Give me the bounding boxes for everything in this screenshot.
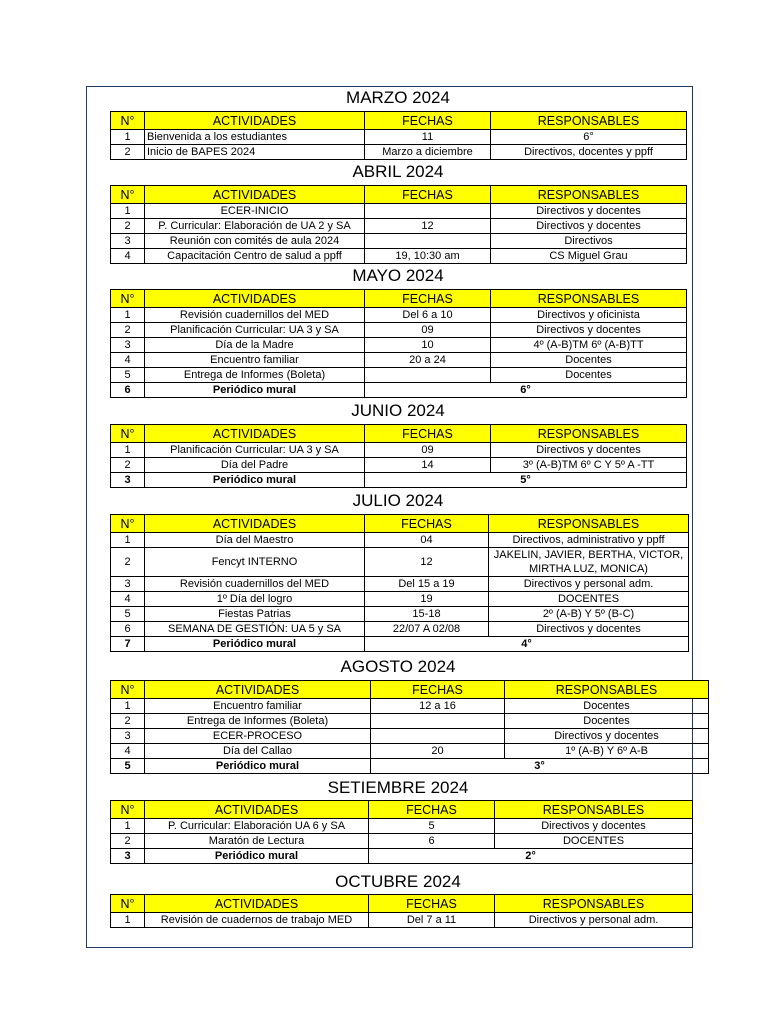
table-row bbox=[111, 234, 687, 249]
date-cell: 15-18 bbox=[365, 607, 489, 622]
activity-cell: Periódico mural bbox=[145, 383, 365, 398]
activity-cell: Entrega de Informes (Boleta) bbox=[145, 714, 371, 729]
table-row bbox=[111, 577, 689, 592]
responsible-cell: DOCENTES bbox=[495, 834, 693, 849]
activity-cell: 1º Día del logro bbox=[145, 592, 365, 607]
row-number: 1 bbox=[111, 533, 145, 548]
table-row bbox=[111, 353, 687, 368]
activity-cell: Maratón de Lectura bbox=[145, 834, 369, 849]
activity-cell: Planificación Curricular: UA 3 y SA bbox=[145, 323, 365, 338]
table-row bbox=[111, 219, 687, 234]
date-cell: Del 6 a 10 bbox=[365, 308, 491, 323]
col-header-responsible: RESPONSABLES bbox=[491, 290, 687, 308]
schedule-table bbox=[110, 111, 687, 160]
col-header-activities: ACTIVIDADES bbox=[145, 425, 365, 443]
col-header-dates: FECHAS bbox=[365, 515, 489, 533]
table-row bbox=[111, 744, 709, 759]
date-cell: 5 bbox=[369, 819, 495, 834]
date-cell bbox=[365, 368, 491, 383]
col-header-number: N° bbox=[111, 895, 145, 913]
header-row bbox=[111, 681, 709, 699]
month-title: MAYO 2024 bbox=[352, 266, 444, 285]
col-header-number: N° bbox=[111, 681, 145, 699]
col-header-number: N° bbox=[111, 186, 145, 204]
activity-cell: Encuentro familiar bbox=[145, 353, 365, 368]
date-cell: 22/07 A 02/08 bbox=[365, 622, 489, 637]
col-header-number: N° bbox=[111, 290, 145, 308]
schedule-table bbox=[110, 894, 693, 928]
table-row bbox=[111, 592, 689, 607]
table-row bbox=[111, 714, 709, 729]
date-cell bbox=[371, 729, 505, 744]
date-cell: Del 7 a 11 bbox=[369, 913, 495, 928]
activity-cell: Revisión cuadernillos del MED bbox=[145, 308, 365, 323]
row-number: 3 bbox=[111, 849, 145, 864]
date-cell: 14 bbox=[365, 458, 491, 473]
table-row bbox=[111, 533, 689, 548]
responsible-cell: 6° bbox=[491, 130, 687, 145]
table-row bbox=[111, 338, 687, 353]
table-row bbox=[111, 308, 687, 323]
responsible-cell: Directivos y personal adm. bbox=[495, 913, 693, 928]
row-number: 2 bbox=[111, 834, 145, 849]
col-header-number: N° bbox=[111, 425, 145, 443]
col-header-activities: ACTIVIDADES bbox=[145, 895, 369, 913]
activity-cell: Reunión con comités de aula 2024 bbox=[145, 234, 365, 249]
table-row bbox=[111, 637, 689, 652]
activity-cell: Fencyt INTERNO bbox=[145, 548, 365, 577]
date-cell bbox=[365, 204, 491, 219]
col-header-dates: FECHAS bbox=[365, 112, 491, 130]
row-number: 1 bbox=[111, 699, 145, 714]
activity-cell: Día de la Madre bbox=[145, 338, 365, 353]
row-number: 4 bbox=[111, 744, 145, 759]
col-header-activities: ACTIVIDADES bbox=[145, 112, 365, 130]
date-cell: 12 a 16 bbox=[371, 699, 505, 714]
col-header-activities: ACTIVIDADES bbox=[145, 801, 369, 819]
date-cell bbox=[365, 234, 491, 249]
grade-cell: 5° bbox=[365, 473, 687, 488]
table-row bbox=[111, 145, 687, 160]
schedule-table bbox=[110, 800, 693, 864]
activity-cell: Revisión de cuadernos de trabajo MED bbox=[145, 913, 369, 928]
row-number: 4 bbox=[111, 592, 145, 607]
responsible-cell: Directivos y docentes bbox=[491, 443, 687, 458]
date-cell: 19, 10:30 am bbox=[365, 249, 491, 264]
month-title: SETIEMBRE 2024 bbox=[327, 778, 469, 797]
table-row bbox=[111, 607, 689, 622]
col-header-number: N° bbox=[111, 112, 145, 130]
responsible-cell: 2º (A-B) Y 5º (B-C) bbox=[489, 607, 689, 622]
schedule-table bbox=[110, 514, 689, 652]
row-number: 1 bbox=[111, 204, 145, 219]
header-row bbox=[111, 290, 687, 308]
activity-cell: Bienvenida a los estudiantes bbox=[145, 130, 365, 145]
row-number: 2 bbox=[111, 219, 145, 234]
activity-cell: ECER-PROCESO bbox=[145, 729, 371, 744]
row-number: 5 bbox=[111, 759, 145, 774]
responsible-cell: 1º (A-B) Y 6º A-B bbox=[505, 744, 709, 759]
header-row bbox=[111, 425, 687, 443]
col-header-activities: ACTIVIDADES bbox=[145, 515, 365, 533]
grade-cell: 2° bbox=[369, 849, 693, 864]
month-title: AGOSTO 2024 bbox=[340, 657, 456, 676]
table-row bbox=[111, 383, 687, 398]
date-cell: 6 bbox=[369, 834, 495, 849]
row-number: 1 bbox=[111, 130, 145, 145]
responsible-cell: Directivos y docentes bbox=[489, 622, 689, 637]
row-number: 1 bbox=[111, 913, 145, 928]
activity-cell: Inicio de BAPES 2024 bbox=[145, 145, 365, 160]
responsible-cell: Docentes bbox=[491, 368, 687, 383]
month-title: ABRIL 2024 bbox=[352, 162, 444, 181]
row-number: 1 bbox=[111, 819, 145, 834]
col-header-responsible: RESPONSABLES bbox=[495, 895, 693, 913]
activity-cell: SEMANA DE GESTIÓN: UA 5 y SA bbox=[145, 622, 365, 637]
responsible-cell: 3º (A-B)TM 6º C Y 5º A -TT bbox=[491, 458, 687, 473]
row-number: 1 bbox=[111, 308, 145, 323]
schedule-table bbox=[110, 680, 709, 774]
table-row bbox=[111, 759, 709, 774]
responsible-cell: Directivos y docentes bbox=[495, 819, 693, 834]
month-title: JULIO 2024 bbox=[352, 491, 444, 510]
grade-cell: 3° bbox=[371, 759, 709, 774]
activity-cell: Entrega de Informes (Boleta) bbox=[145, 368, 365, 383]
row-number: 3 bbox=[111, 473, 145, 488]
row-number: 2 bbox=[111, 458, 145, 473]
month-title: OCTUBRE 2024 bbox=[335, 872, 461, 891]
table-row bbox=[111, 204, 687, 219]
activity-cell: Día del Padre bbox=[145, 458, 365, 473]
col-header-number: N° bbox=[111, 515, 145, 533]
activity-cell: ECER-INICIO bbox=[145, 204, 365, 219]
col-header-activities: ACTIVIDADES bbox=[145, 290, 365, 308]
row-number: 3 bbox=[111, 234, 145, 249]
responsible-cell: Directivos y oficinista bbox=[491, 308, 687, 323]
col-header-responsible: RESPONSABLES bbox=[495, 801, 693, 819]
col-header-activities: ACTIVIDADES bbox=[145, 681, 371, 699]
col-header-dates: FECHAS bbox=[369, 895, 495, 913]
grade-cell: 4° bbox=[365, 637, 689, 652]
col-header-responsible: RESPONSABLES bbox=[505, 681, 709, 699]
activity-cell: Día del Callao bbox=[145, 744, 371, 759]
header-row bbox=[111, 186, 687, 204]
responsible-cell: Directivos y docentes bbox=[491, 204, 687, 219]
row-number: 2 bbox=[111, 323, 145, 338]
col-header-dates: FECHAS bbox=[371, 681, 505, 699]
responsible-cell: Directivos y personal adm. bbox=[489, 577, 689, 592]
date-cell: Marzo a diciembre bbox=[365, 145, 491, 160]
activity-cell: Capacitación Centro de salud a ppff bbox=[145, 249, 365, 264]
table-row bbox=[111, 819, 693, 834]
row-number: 7 bbox=[111, 637, 145, 652]
row-number: 2 bbox=[111, 714, 145, 729]
col-header-dates: FECHAS bbox=[365, 290, 491, 308]
row-number: 4 bbox=[111, 353, 145, 368]
grade-cell: 6° bbox=[365, 383, 687, 398]
row-number: 2 bbox=[111, 548, 145, 577]
row-number: 3 bbox=[111, 729, 145, 744]
col-header-responsible: RESPONSABLES bbox=[491, 112, 687, 130]
row-number: 5 bbox=[111, 368, 145, 383]
date-cell: 11 bbox=[365, 130, 491, 145]
activity-cell: P. Curricular: Elaboración de UA 2 y SA bbox=[145, 219, 365, 234]
month-title: JUNIO 2024 bbox=[351, 401, 445, 420]
table-row bbox=[111, 834, 693, 849]
activity-cell: Periódico mural bbox=[145, 637, 365, 652]
responsible-cell: 4º (A-B)TM 6º (A-B)TT bbox=[491, 338, 687, 353]
row-number: 3 bbox=[111, 338, 145, 353]
table-row bbox=[111, 849, 693, 864]
responsible-cell: Directivos, administrativo y ppff bbox=[489, 533, 689, 548]
row-number: 4 bbox=[111, 249, 145, 264]
responsible-cell: Directivos y docentes bbox=[491, 323, 687, 338]
activity-cell: P. Curricular: Elaboración UA 6 y SA bbox=[145, 819, 369, 834]
table-row bbox=[111, 913, 693, 928]
row-number: 3 bbox=[111, 577, 145, 592]
row-number: 6 bbox=[111, 622, 145, 637]
date-cell: 20 a 24 bbox=[365, 353, 491, 368]
date-cell: 20 bbox=[371, 744, 505, 759]
header-row bbox=[111, 112, 687, 130]
activity-cell: Revisión cuadernillos del MED bbox=[145, 577, 365, 592]
table-row bbox=[111, 548, 689, 577]
schedule-table bbox=[110, 185, 687, 264]
table-row bbox=[111, 622, 689, 637]
col-header-responsible: RESPONSABLES bbox=[491, 425, 687, 443]
row-number: 1 bbox=[111, 443, 145, 458]
row-number: 5 bbox=[111, 607, 145, 622]
table-row bbox=[111, 458, 687, 473]
date-cell: 10 bbox=[365, 338, 491, 353]
activity-cell: Periódico mural bbox=[145, 849, 369, 864]
table-row bbox=[111, 729, 709, 744]
responsible-cell: JAKELIN, JAVIER, BERTHA, VICTOR, MIRTHA LUZ, MONICA) bbox=[489, 548, 689, 577]
activity-cell: Planificación Curricular: UA 3 y SA bbox=[145, 443, 365, 458]
activity-cell: Periódico mural bbox=[145, 473, 365, 488]
row-number: 6 bbox=[111, 383, 145, 398]
date-cell: 12 bbox=[365, 219, 491, 234]
schedule-table bbox=[110, 424, 687, 488]
month-title: MARZO 2024 bbox=[346, 88, 450, 107]
col-header-responsible: RESPONSABLES bbox=[491, 186, 687, 204]
col-header-dates: FECHAS bbox=[365, 186, 491, 204]
responsible-cell: Directivos, docentes y ppff bbox=[491, 145, 687, 160]
table-row bbox=[111, 473, 687, 488]
date-cell: 09 bbox=[365, 443, 491, 458]
table-row bbox=[111, 699, 709, 714]
col-header-dates: FECHAS bbox=[369, 801, 495, 819]
col-header-dates: FECHAS bbox=[365, 425, 491, 443]
table-row bbox=[111, 130, 687, 145]
col-header-number: N° bbox=[111, 801, 145, 819]
date-cell: 19 bbox=[365, 592, 489, 607]
responsible-cell: Docentes bbox=[505, 714, 709, 729]
date-cell: 12 bbox=[365, 548, 489, 577]
date-cell: Del 15 a 19 bbox=[365, 577, 489, 592]
activity-cell: Encuentro familiar bbox=[145, 699, 371, 714]
col-header-responsible: RESPONSABLES bbox=[489, 515, 689, 533]
activity-cell: Periódico mural bbox=[145, 759, 371, 774]
header-row bbox=[111, 895, 693, 913]
header-row bbox=[111, 515, 689, 533]
activity-cell: Fiestas Patrias bbox=[145, 607, 365, 622]
responsible-cell: DOCENTES bbox=[489, 592, 689, 607]
responsible-cell: CS Miguel Grau bbox=[491, 249, 687, 264]
responsible-cell: Docentes bbox=[491, 353, 687, 368]
row-number: 2 bbox=[111, 145, 145, 160]
header-row bbox=[111, 801, 693, 819]
table-row bbox=[111, 249, 687, 264]
table-row bbox=[111, 323, 687, 338]
date-cell: 04 bbox=[365, 533, 489, 548]
responsible-cell: Directivos bbox=[491, 234, 687, 249]
activity-cell: Día del Maestro bbox=[145, 533, 365, 548]
date-cell: 09 bbox=[365, 323, 491, 338]
col-header-activities: ACTIVIDADES bbox=[145, 186, 365, 204]
responsible-cell: Directivos y docentes bbox=[505, 729, 709, 744]
table-row bbox=[111, 443, 687, 458]
table-row bbox=[111, 368, 687, 383]
date-cell bbox=[371, 714, 505, 729]
responsible-cell: Docentes bbox=[505, 699, 709, 714]
responsible-cell: Directivos y docentes bbox=[491, 219, 687, 234]
schedule-table bbox=[110, 289, 687, 398]
